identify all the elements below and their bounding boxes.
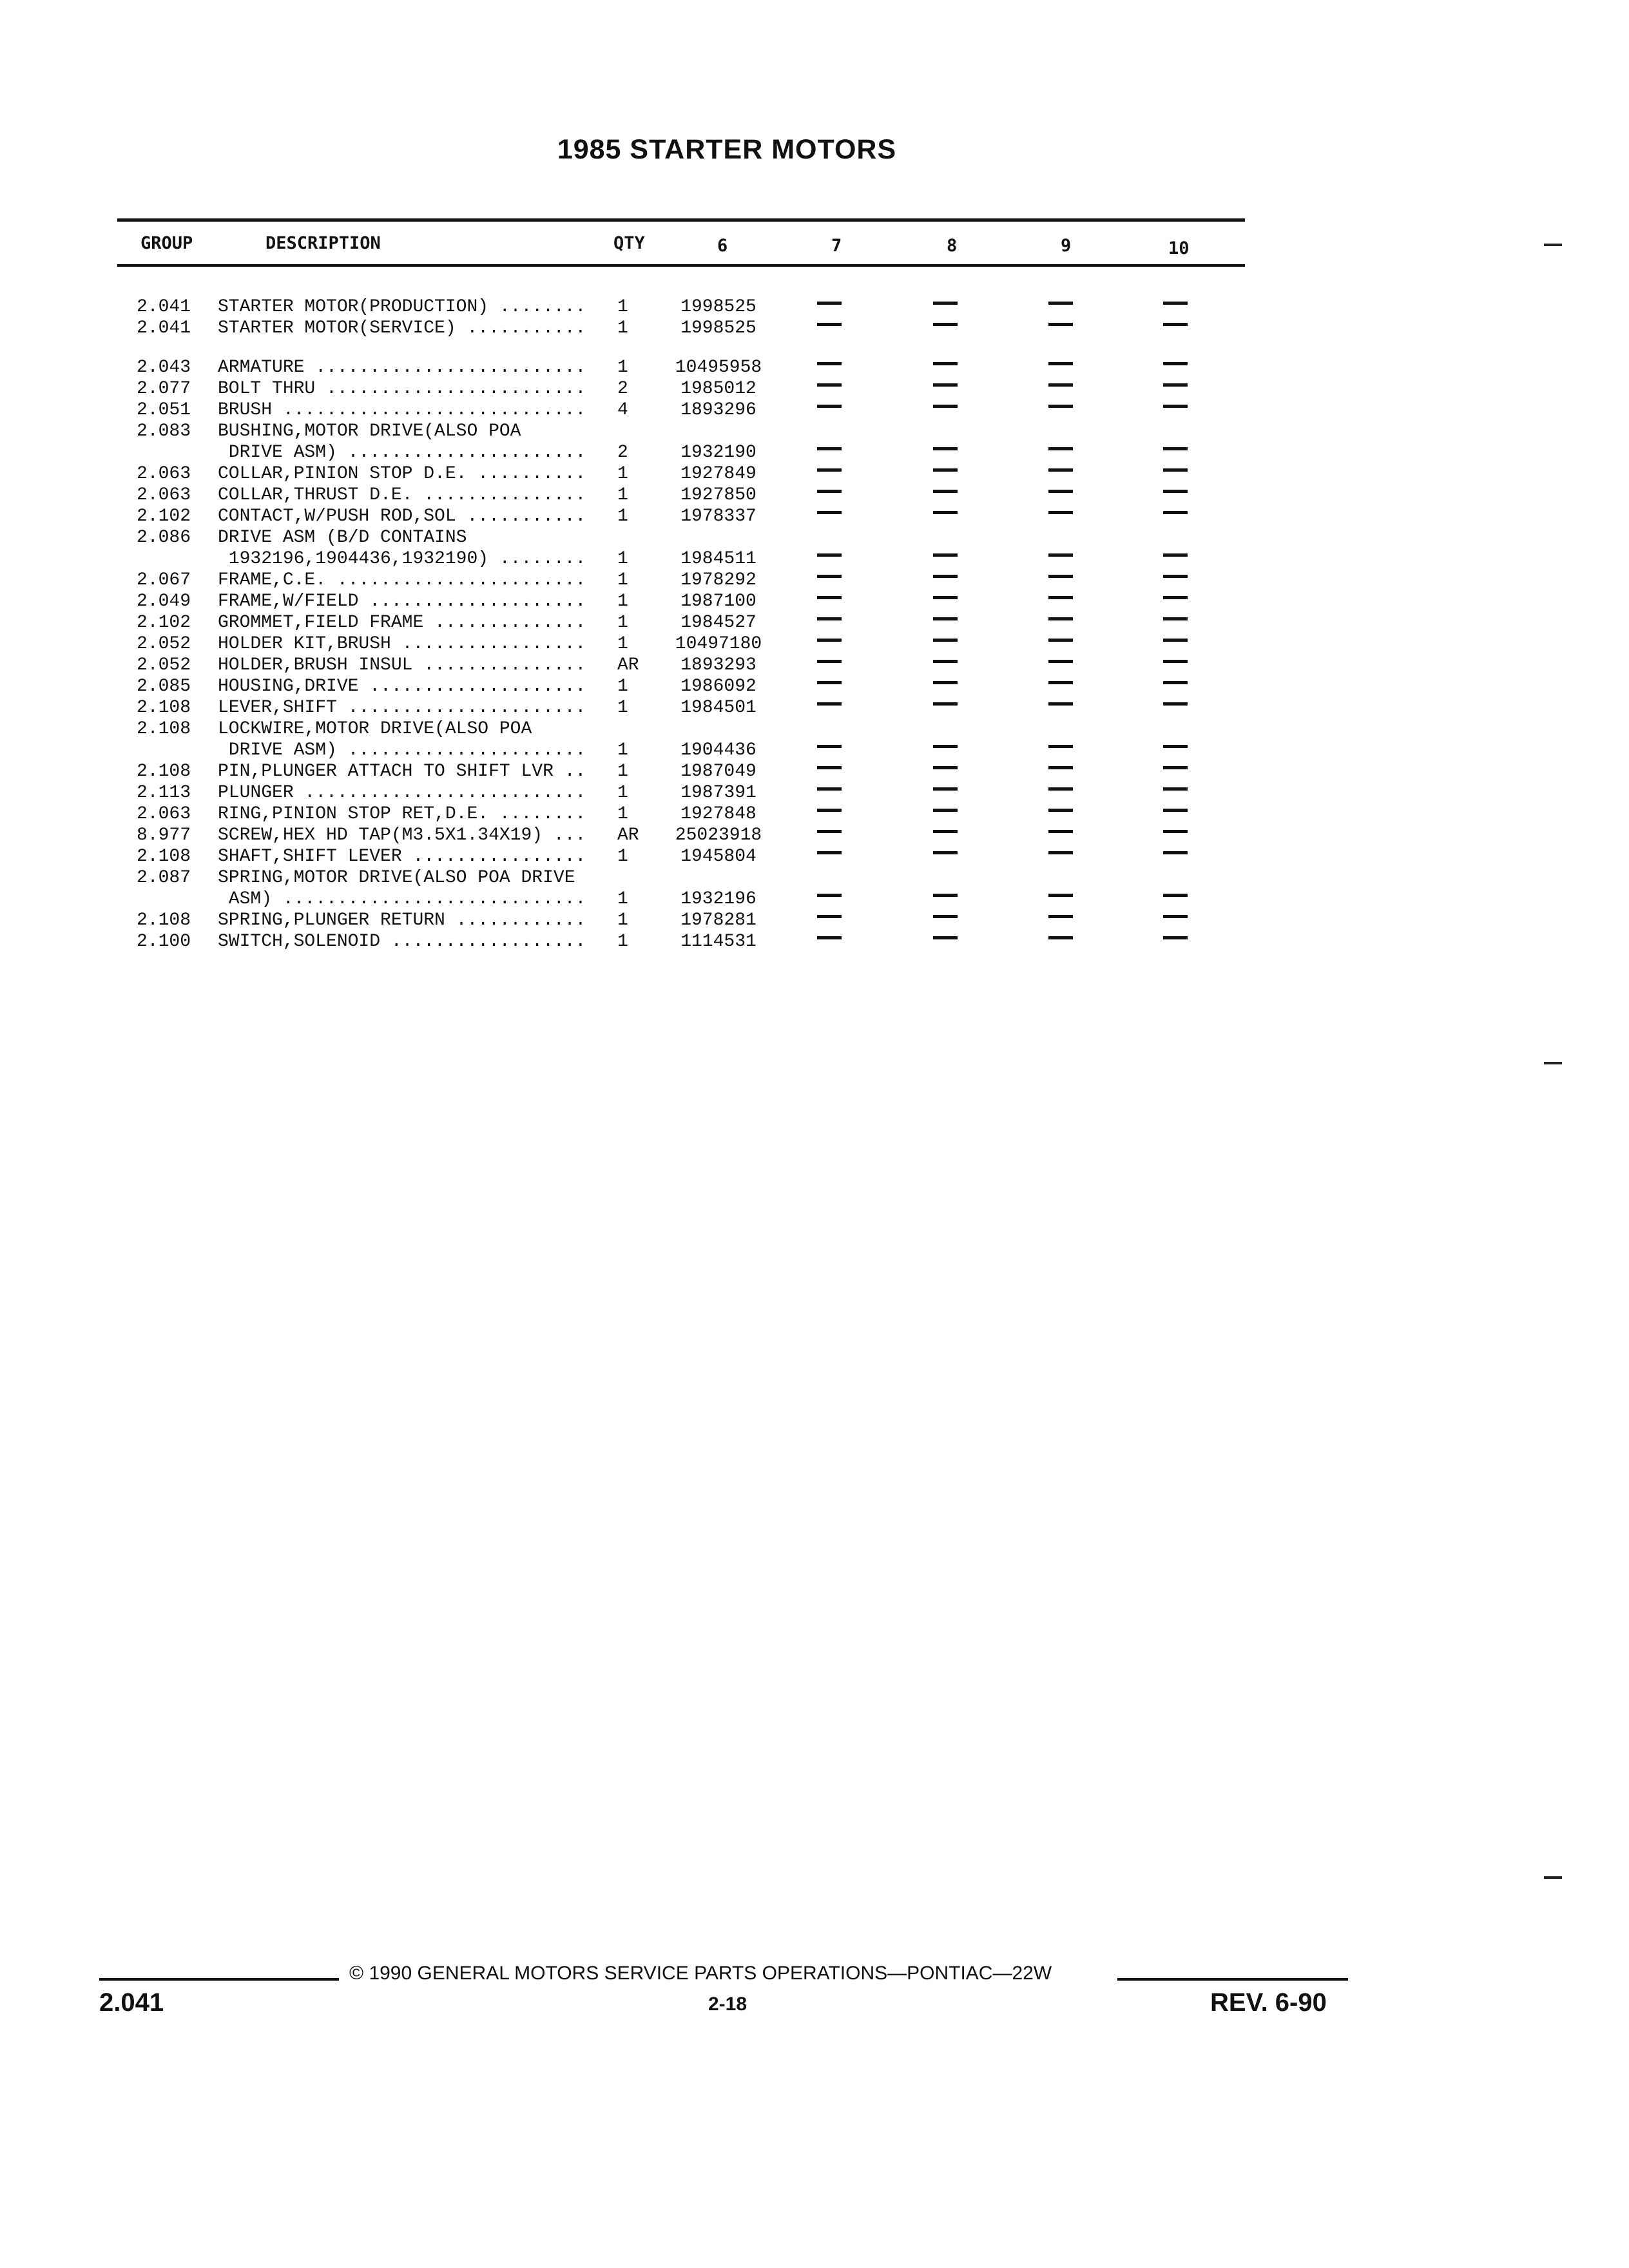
- not-applicable-dash: [817, 383, 842, 387]
- row-part-number: 1978337: [680, 506, 757, 526]
- not-applicable-dash: [1163, 766, 1188, 769]
- row-qty: 1: [617, 677, 628, 697]
- row-part-number: 1987391: [680, 783, 757, 803]
- not-applicable-dash: [817, 681, 842, 684]
- row-qty: 1: [617, 634, 628, 654]
- not-applicable-dash: [933, 468, 958, 472]
- row-group: 2.041: [137, 297, 191, 317]
- row-qty: 1: [617, 358, 628, 378]
- row-group: 2.067: [137, 570, 191, 590]
- row-description: BOLT THRU ........................: [218, 379, 586, 399]
- margin-mark: [1544, 1062, 1562, 1064]
- row-description: STARTER MOTOR(SERVICE) ...........: [218, 318, 586, 338]
- not-applicable-dash: [1048, 302, 1073, 305]
- not-applicable-dash: [933, 745, 958, 748]
- row-part-number: 1932190: [680, 443, 757, 463]
- not-applicable-dash: [1048, 809, 1073, 812]
- row-group: 2.049: [137, 591, 191, 611]
- row-description: SCREW,HEX HD TAP(M3.5X1.34X19) ...: [218, 825, 586, 845]
- not-applicable-dash: [1163, 490, 1188, 493]
- margin-mark: [1544, 244, 1562, 246]
- row-part-number: 1904436: [680, 740, 757, 760]
- not-applicable-dash: [817, 323, 842, 326]
- header-group: GROUP: [140, 233, 193, 253]
- not-applicable-dash: [933, 383, 958, 387]
- row-qty: 1: [617, 613, 628, 633]
- row-group: 2.113: [137, 783, 191, 803]
- not-applicable-dash: [817, 490, 842, 493]
- not-applicable-dash: [1163, 575, 1188, 578]
- not-applicable-dash: [1048, 787, 1073, 791]
- row-group: 2.108: [137, 910, 191, 930]
- not-applicable-dash: [817, 405, 842, 408]
- row-description: HOUSING,DRIVE ....................: [218, 677, 586, 697]
- row-qty: 1: [617, 847, 628, 867]
- row-group: 2.086: [137, 528, 191, 548]
- row-qty: 1: [617, 698, 628, 718]
- not-applicable-dash: [933, 575, 958, 578]
- row-qty: 1: [617, 762, 628, 782]
- row-description: DRIVE ASM) ......................: [218, 740, 586, 760]
- not-applicable-dash: [817, 302, 842, 305]
- row-group: 2.108: [137, 698, 191, 718]
- row-part-number: 1978292: [680, 570, 757, 590]
- footer-revision: REV. 6-90: [1210, 1988, 1327, 2017]
- row-description: HOLDER KIT,BRUSH .................: [218, 634, 586, 654]
- header-col-10: 10: [1168, 238, 1190, 258]
- not-applicable-dash: [933, 830, 958, 833]
- not-applicable-dash: [1163, 660, 1188, 663]
- row-part-number: 1986092: [680, 677, 757, 697]
- row-qty: 1: [617, 591, 628, 611]
- row-description: LOCKWIRE,MOTOR DRIVE(ALSO POA: [218, 719, 532, 739]
- row-group: 2.102: [137, 506, 191, 526]
- header-col-6: 6: [717, 236, 728, 256]
- not-applicable-dash: [1048, 915, 1073, 918]
- row-part-number: 25023918: [675, 825, 762, 845]
- not-applicable-dash: [1048, 617, 1073, 620]
- row-description: PLUNGER ..........................: [218, 783, 586, 803]
- row-group: 2.102: [137, 613, 191, 633]
- row-part-number: 1987100: [680, 591, 757, 611]
- row-part-number: 1998525: [680, 318, 757, 338]
- row-qty: 2: [617, 379, 628, 399]
- not-applicable-dash: [1163, 362, 1188, 365]
- not-applicable-dash: [817, 851, 842, 854]
- not-applicable-dash: [817, 617, 842, 620]
- row-description: STARTER MOTOR(PRODUCTION) ........: [218, 297, 586, 317]
- header-col-9: 9: [1061, 236, 1072, 256]
- row-part-number: 1927849: [680, 464, 757, 484]
- not-applicable-dash: [1163, 553, 1188, 557]
- not-applicable-dash: [1163, 745, 1188, 748]
- not-applicable-dash: [817, 362, 842, 365]
- row-description: DRIVE ASM) ......................: [218, 443, 586, 463]
- not-applicable-dash: [933, 681, 958, 684]
- row-description: ARMATURE .........................: [218, 358, 586, 378]
- row-qty: 1: [617, 549, 628, 569]
- not-applicable-dash: [1048, 766, 1073, 769]
- row-part-number: 1978281: [680, 910, 757, 930]
- row-group: 2.051: [137, 400, 191, 420]
- not-applicable-dash: [1048, 575, 1073, 578]
- not-applicable-dash: [1048, 894, 1073, 897]
- not-applicable-dash: [933, 617, 958, 620]
- not-applicable-dash: [1048, 323, 1073, 326]
- row-part-number: 1987049: [680, 762, 757, 782]
- not-applicable-dash: [817, 787, 842, 791]
- footer-rule-left: [99, 1978, 339, 1981]
- row-group: 2.063: [137, 464, 191, 484]
- row-group: 2.043: [137, 358, 191, 378]
- row-description: COLLAR,THRUST D.E. ...............: [218, 485, 586, 505]
- footer-group-number: 2.041: [99, 1988, 164, 2017]
- not-applicable-dash: [933, 702, 958, 706]
- not-applicable-dash: [1048, 362, 1073, 365]
- not-applicable-dash: [1048, 639, 1073, 642]
- not-applicable-dash: [1163, 681, 1188, 684]
- not-applicable-dash: [817, 660, 842, 663]
- header-qty: QTY: [613, 233, 645, 253]
- not-applicable-dash: [933, 447, 958, 450]
- not-applicable-dash: [1163, 383, 1188, 387]
- row-qty: 1: [617, 783, 628, 803]
- not-applicable-dash: [817, 511, 842, 514]
- row-description: LEVER,SHIFT ......................: [218, 698, 586, 718]
- row-part-number: 1984527: [680, 613, 757, 633]
- not-applicable-dash: [933, 787, 958, 791]
- row-description: SHAFT,SHIFT LEVER ................: [218, 847, 586, 867]
- not-applicable-dash: [1048, 702, 1073, 706]
- not-applicable-dash: [1163, 447, 1188, 450]
- not-applicable-dash: [1163, 511, 1188, 514]
- row-qty: AR: [617, 825, 639, 845]
- row-description: SWITCH,SOLENOID ..................: [218, 932, 586, 952]
- not-applicable-dash: [817, 936, 842, 939]
- row-qty: 4: [617, 400, 628, 420]
- not-applicable-dash: [1048, 936, 1073, 939]
- row-description: CONTACT,W/PUSH ROD,SOL ...........: [218, 506, 586, 526]
- row-group: 8.977: [137, 825, 191, 845]
- row-group: 2.052: [137, 634, 191, 654]
- not-applicable-dash: [817, 468, 842, 472]
- not-applicable-dash: [1163, 787, 1188, 791]
- row-group: 2.108: [137, 719, 191, 739]
- row-qty: 1: [617, 464, 628, 484]
- footer-copyright: © 1990 GENERAL MOTORS SERVICE PARTS OPERATIONS—PONTIAC—22W: [349, 1963, 1052, 1984]
- footer-page-number: 2-18: [708, 1994, 747, 2015]
- row-part-number: 1985012: [680, 379, 757, 399]
- row-description: FRAME,C.E. .......................: [218, 570, 586, 590]
- row-part-number: 1893293: [680, 655, 757, 675]
- header-top-rule: [117, 218, 1245, 222]
- row-group: 2.041: [137, 318, 191, 338]
- not-applicable-dash: [933, 596, 958, 599]
- not-applicable-dash: [933, 490, 958, 493]
- row-description: RING,PINION STOP RET,D.E. ........: [218, 804, 586, 824]
- row-group: 2.108: [137, 762, 191, 782]
- not-applicable-dash: [817, 447, 842, 450]
- not-applicable-dash: [933, 894, 958, 897]
- not-applicable-dash: [1048, 851, 1073, 854]
- not-applicable-dash: [1163, 323, 1188, 326]
- row-description: COLLAR,PINION STOP D.E. ..........: [218, 464, 586, 484]
- row-qty: 1: [617, 910, 628, 930]
- not-applicable-dash: [1048, 553, 1073, 557]
- row-part-number: 1945804: [680, 847, 757, 867]
- not-applicable-dash: [1048, 511, 1073, 514]
- not-applicable-dash: [817, 575, 842, 578]
- not-applicable-dash: [933, 936, 958, 939]
- page-title: 1985 STARTER MOTORS: [557, 134, 897, 165]
- row-description: FRAME,W/FIELD ....................: [218, 591, 586, 611]
- row-part-number: 1927848: [680, 804, 757, 824]
- row-description: DRIVE ASM (B/D CONTAINS: [218, 528, 467, 548]
- not-applicable-dash: [933, 553, 958, 557]
- not-applicable-dash: [1163, 405, 1188, 408]
- row-part-number: 1998525: [680, 297, 757, 317]
- row-part-number: 10497180: [675, 634, 762, 654]
- row-description: ASM) ............................: [218, 889, 586, 909]
- row-group: 2.100: [137, 932, 191, 952]
- not-applicable-dash: [1048, 830, 1073, 833]
- row-description: BUSHING,MOTOR DRIVE(ALSO POA: [218, 421, 521, 441]
- row-part-number: 1984501: [680, 698, 757, 718]
- header-description: DESCRIPTION: [265, 233, 381, 253]
- row-group: 2.087: [137, 868, 191, 888]
- row-part-number: 1114531: [680, 932, 757, 952]
- row-description: SPRING,PLUNGER RETURN ............: [218, 910, 586, 930]
- not-applicable-dash: [933, 639, 958, 642]
- row-qty: 2: [617, 443, 628, 463]
- not-applicable-dash: [1163, 936, 1188, 939]
- not-applicable-dash: [933, 323, 958, 326]
- header-col-7: 7: [831, 236, 842, 256]
- not-applicable-dash: [1048, 745, 1073, 748]
- row-qty: 1: [617, 506, 628, 526]
- not-applicable-dash: [1163, 894, 1188, 897]
- row-part-number: 10495958: [675, 358, 762, 378]
- row-qty: 1: [617, 804, 628, 824]
- not-applicable-dash: [817, 596, 842, 599]
- not-applicable-dash: [1048, 596, 1073, 599]
- not-applicable-dash: [817, 915, 842, 918]
- margin-mark: [1544, 1876, 1562, 1879]
- row-qty: 1: [617, 570, 628, 590]
- not-applicable-dash: [1048, 405, 1073, 408]
- row-qty: 1: [617, 297, 628, 317]
- not-applicable-dash: [817, 830, 842, 833]
- not-applicable-dash: [933, 766, 958, 769]
- not-applicable-dash: [817, 809, 842, 812]
- not-applicable-dash: [933, 362, 958, 365]
- not-applicable-dash: [1048, 490, 1073, 493]
- not-applicable-dash: [933, 809, 958, 812]
- not-applicable-dash: [1163, 639, 1188, 642]
- not-applicable-dash: [1048, 681, 1073, 684]
- footer-rule-right: [1117, 1978, 1348, 1981]
- not-applicable-dash: [1163, 915, 1188, 918]
- not-applicable-dash: [933, 302, 958, 305]
- row-part-number: 1893296: [680, 400, 757, 420]
- not-applicable-dash: [817, 894, 842, 897]
- row-qty: 1: [617, 889, 628, 909]
- not-applicable-dash: [933, 660, 958, 663]
- row-description: SPRING,MOTOR DRIVE(ALSO POA DRIVE: [218, 868, 575, 888]
- header-bottom-rule: [117, 264, 1245, 267]
- not-applicable-dash: [933, 511, 958, 514]
- header-col-8: 8: [947, 236, 958, 256]
- row-group: 2.083: [137, 421, 191, 441]
- row-group: 2.077: [137, 379, 191, 399]
- not-applicable-dash: [817, 639, 842, 642]
- not-applicable-dash: [933, 405, 958, 408]
- not-applicable-dash: [1048, 383, 1073, 387]
- not-applicable-dash: [817, 553, 842, 557]
- not-applicable-dash: [933, 851, 958, 854]
- not-applicable-dash: [1163, 851, 1188, 854]
- row-description: BRUSH ............................: [218, 400, 586, 420]
- not-applicable-dash: [1048, 468, 1073, 472]
- row-group: 2.063: [137, 485, 191, 505]
- not-applicable-dash: [1048, 447, 1073, 450]
- not-applicable-dash: [1163, 617, 1188, 620]
- row-description: GROMMET,FIELD FRAME ..............: [218, 613, 586, 633]
- not-applicable-dash: [1163, 830, 1188, 833]
- not-applicable-dash: [1048, 660, 1073, 663]
- row-part-number: 1984511: [680, 549, 757, 569]
- not-applicable-dash: [1163, 302, 1188, 305]
- not-applicable-dash: [817, 766, 842, 769]
- not-applicable-dash: [817, 745, 842, 748]
- not-applicable-dash: [933, 915, 958, 918]
- row-group: 2.063: [137, 804, 191, 824]
- not-applicable-dash: [1163, 809, 1188, 812]
- row-qty: 1: [617, 318, 628, 338]
- row-part-number: 1927850: [680, 485, 757, 505]
- row-description: HOLDER,BRUSH INSUL ...............: [218, 655, 586, 675]
- not-applicable-dash: [1163, 702, 1188, 706]
- row-group: 2.108: [137, 847, 191, 867]
- not-applicable-dash: [1163, 468, 1188, 472]
- row-group: 2.085: [137, 677, 191, 697]
- row-part-number: 1932196: [680, 889, 757, 909]
- row-description: 1932196,1904436,1932190) ........: [218, 549, 586, 569]
- row-qty: 1: [617, 485, 628, 505]
- not-applicable-dash: [1163, 596, 1188, 599]
- row-qty: 1: [617, 932, 628, 952]
- not-applicable-dash: [817, 702, 842, 706]
- row-description: PIN,PLUNGER ATTACH TO SHIFT LVR ..: [218, 762, 586, 782]
- row-qty: 1: [617, 740, 628, 760]
- row-group: 2.052: [137, 655, 191, 675]
- row-qty: AR: [617, 655, 639, 675]
